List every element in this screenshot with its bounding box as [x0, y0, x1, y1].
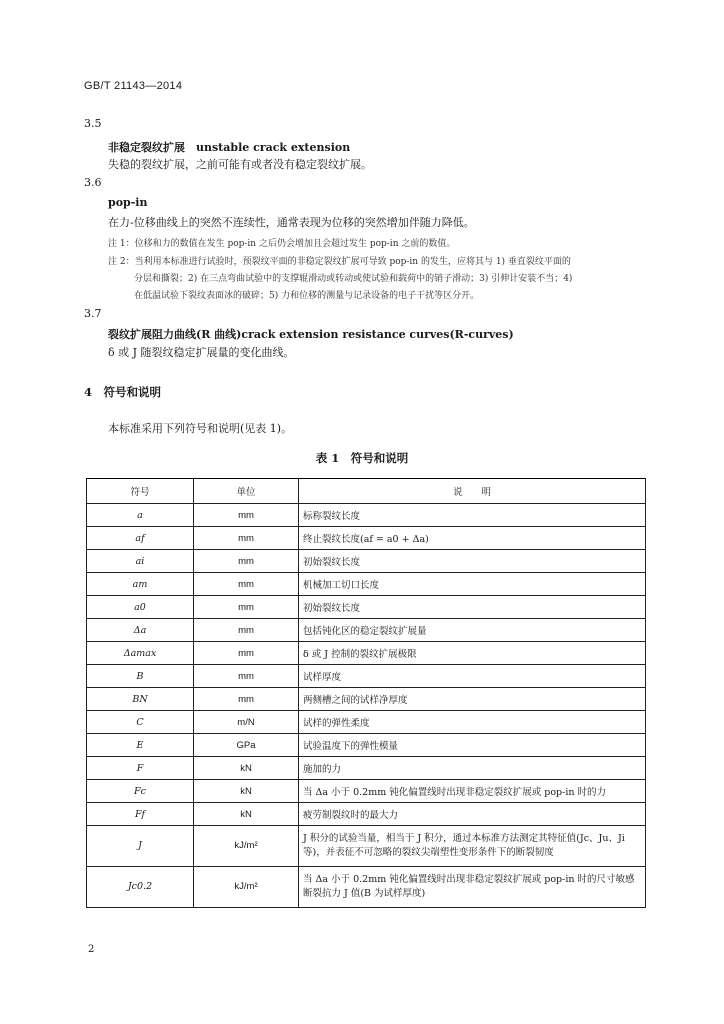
symbol-cell: af	[87, 527, 194, 550]
symbol-cell: am	[87, 573, 194, 596]
table-row	[87, 688, 646, 711]
section-3-7-definition: δ 或 J 随裂纹稳定扩展量的变化曲线。	[108, 346, 295, 359]
table-row	[87, 550, 646, 573]
standard-code-header: GB/T 21143—2014	[84, 80, 183, 92]
description-cell: 包括钝化区的稳定裂纹扩展量	[299, 619, 646, 642]
table-header-row	[87, 479, 646, 504]
table-row	[87, 826, 646, 867]
symbol-cell: Δa	[87, 619, 194, 642]
description-cell: 两侧槽之间的试样净厚度	[299, 688, 646, 711]
description-cell: 初始裂纹长度	[299, 596, 646, 619]
unit-cell: mm	[194, 504, 299, 527]
table-row	[87, 711, 646, 734]
unit-cell: kJ/m²	[194, 826, 299, 867]
header-symbol: 符号	[87, 479, 194, 504]
section-4-heading: 4 符号和说明	[84, 385, 162, 399]
section-3-7-term: 裂纹扩展阻力曲线(R 曲线)crack extension resistance curves(R-curves)	[108, 328, 514, 341]
symbol-cell: F	[87, 757, 194, 780]
section-3-6-definition: 在力-位移曲线上的突然不连续性，通常表现为位移的突然增加伴随力降低。	[108, 216, 475, 229]
symbol-cell: ai	[87, 550, 194, 573]
table-row	[87, 803, 646, 826]
symbol-cell: BN	[87, 688, 194, 711]
table-row	[87, 734, 646, 757]
symbol-cell: a0	[87, 596, 194, 619]
unit-cell: mm	[194, 550, 299, 573]
symbol-cell: E	[87, 734, 194, 757]
section-3-6-note-2-line-2: 分层和撕裂；2) 在三点弯曲试验中的支撑辊滑动或转动或使试验和载荷中的销子滑动；3) 引伸计安装不当；4)	[134, 274, 573, 284]
table-1-title: 表 1 符号和说明	[315, 451, 409, 465]
table-row	[87, 596, 646, 619]
unit-cell: mm	[194, 527, 299, 550]
section-3-7-number: 3.7	[84, 307, 102, 320]
description-cell: 疲劳制裂纹时的最大力	[299, 803, 646, 826]
description-cell: 施加的力	[299, 757, 646, 780]
symbol-cell: Jc0.2	[87, 867, 194, 908]
description-cell: 初始裂纹长度	[299, 550, 646, 573]
section-3-6-number: 3.6	[84, 176, 102, 189]
description-cell: 机械加工切口长度	[299, 573, 646, 596]
unit-cell: mm	[194, 596, 299, 619]
description-cell: J 积分的试验当量，相当于 J 积分，通过本标准方法测定其特征值(Jc、Ju、Ji 等)，并表征不可忽略的裂纹尖端塑性变形条件下的断裂韧度	[299, 826, 646, 867]
unit-cell: kN	[194, 780, 299, 803]
unit-cell: mm	[194, 642, 299, 665]
description-cell: 终止裂纹长度(af = a0 + Δa)	[299, 527, 646, 550]
header-description: 说 明	[299, 479, 646, 504]
symbols-table	[86, 478, 646, 908]
unit-cell: GPa	[194, 734, 299, 757]
description-cell: 当 Δa 小于 0.2mm 钝化偏置线时出现非稳定裂纹扩展或 pop-in 时的力	[299, 780, 646, 803]
unit-cell: mm	[194, 665, 299, 688]
description-cell: 试样的弹性柔度	[299, 711, 646, 734]
description-cell: 当 Δa 小于 0.2mm 钝化偏置线时出现非稳定裂纹扩展或 pop-in 时的尺寸敏感断裂抗力 J 值(B 为试样厚度)	[299, 867, 646, 908]
table-row	[87, 619, 646, 642]
description-cell: 试样厚度	[299, 665, 646, 688]
unit-cell: kJ/m²	[194, 867, 299, 908]
header-unit: 单位	[194, 479, 299, 504]
table-row	[87, 665, 646, 688]
symbol-cell: a	[87, 504, 194, 527]
table-row	[87, 757, 646, 780]
table-row	[87, 780, 646, 803]
section-3-5-number: 3.5	[84, 117, 102, 130]
table-row	[87, 573, 646, 596]
symbol-cell: J	[87, 826, 194, 867]
table-row	[87, 867, 646, 908]
unit-cell: mm	[194, 688, 299, 711]
symbol-cell: Fc	[87, 780, 194, 803]
section-3-6-note-1: 注 1：位移和力的数值在发生 pop-in 之后仍会增加且会超过发生 pop-in 之前的数值。	[108, 239, 456, 249]
unit-cell: m/N	[194, 711, 299, 734]
description-cell: δ 或 J 控制的裂纹扩展极限	[299, 642, 646, 665]
table-row	[87, 527, 646, 550]
unit-cell: mm	[194, 573, 299, 596]
section-3-5-definition: 失稳的裂纹扩展，之前可能有或者没有稳定裂纹扩展。	[108, 158, 372, 171]
symbol-cell: Δamax	[87, 642, 194, 665]
unit-cell: kN	[194, 803, 299, 826]
symbol-cell: C	[87, 711, 194, 734]
description-cell: 试验温度下的弹性模量	[299, 734, 646, 757]
section-4-intro: 本标准采用下列符号和说明(见表 1)。	[108, 422, 293, 435]
table-row	[87, 642, 646, 665]
section-3-6-note-2-line-3: 在低温试验下裂纹表面冰的破碎；5) 力和位移的测量与记录设备的电子干扰等区分开。	[134, 291, 480, 301]
table-row	[87, 504, 646, 527]
page-number: 2	[88, 944, 95, 955]
section-3-6-term: pop-in	[108, 196, 148, 209]
description-cell: 标称裂纹长度	[299, 504, 646, 527]
unit-cell: kN	[194, 757, 299, 780]
unit-cell: mm	[194, 619, 299, 642]
symbol-cell: Ff	[87, 803, 194, 826]
symbol-cell: B	[87, 665, 194, 688]
section-3-5-term: 非稳定裂纹扩展 unstable crack extension	[108, 141, 351, 154]
section-3-6-note-2-line-1: 注 2：当利用本标准进行试验时，预裂纹平面的非稳定裂纹扩展可导致 pop-in 的发生，应将其与 1) 垂直裂纹平面的	[108, 257, 571, 267]
